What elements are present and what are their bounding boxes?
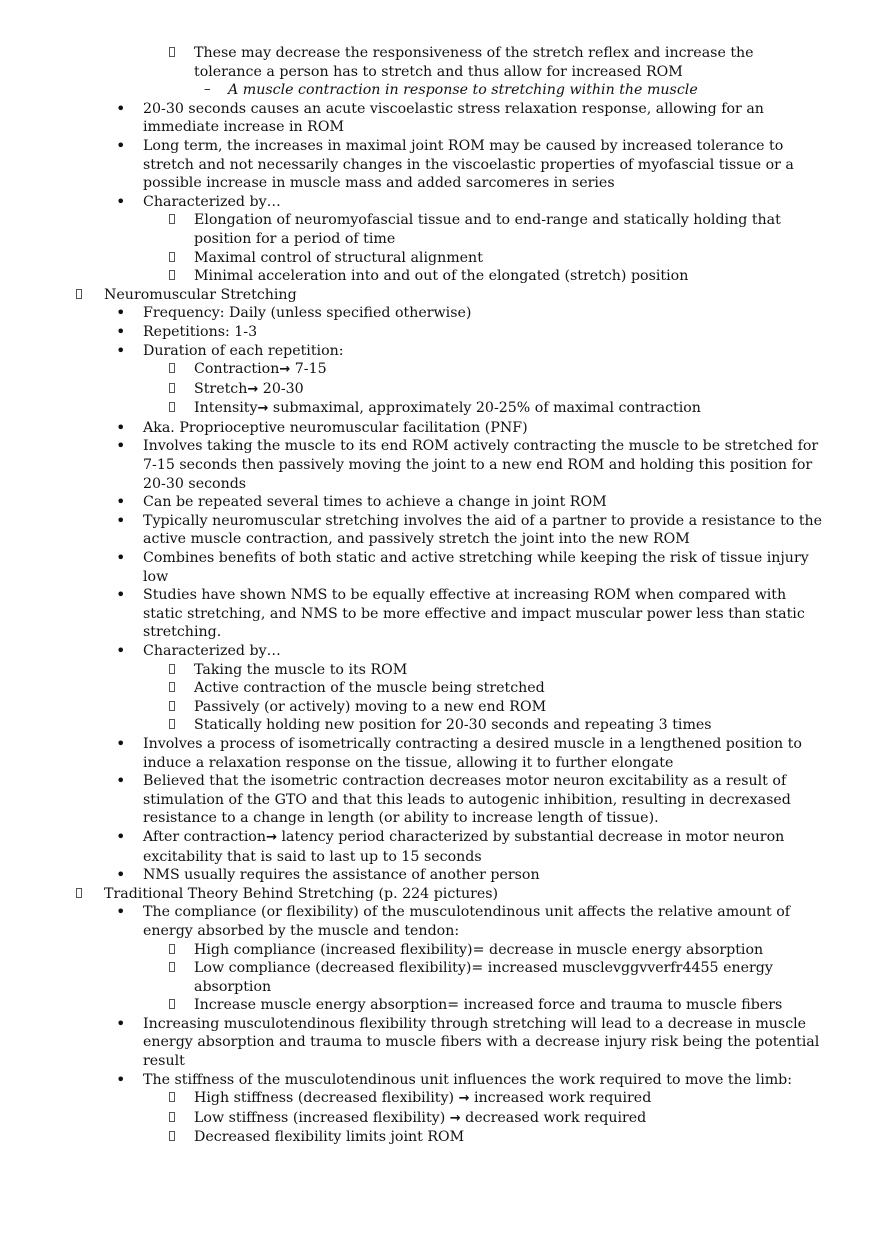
item-text: Can be repeated several times to achieve a change in joint ROM — [143, 494, 607, 511]
item-text: The stiffness of the musculotendinous unit influences the work required to move the limb: — [143, 1071, 793, 1088]
outline-item-text — [194, 1089, 822, 1109]
outline-item-level-1 — [0, 549, 880, 586]
item-text: Traditional Theory Behind Stretching (p. 224 pictures) — [104, 885, 499, 902]
item-text: Intensity — [194, 400, 258, 417]
outline-item-level-1 — [0, 437, 880, 493]
outline-item-level-2 — [0, 679, 880, 698]
item-text: Neuromuscular Stretching — [104, 286, 297, 303]
item-text: Characterized by… — [143, 643, 281, 659]
outline-item-text — [194, 959, 822, 996]
bullet-icon: • — [116, 902, 126, 922]
outline-item-level-2 — [0, 249, 880, 268]
item-text: Increasing musculotendinous flexibility through stretching will lead to a decrease in muscle energy absorption and trauma to muscle fibers with a decrease injury risk being the potential result — [143, 1015, 820, 1070]
bullet-icon: • — [116, 98, 126, 118]
item-text: Active contraction of the muscle being stretched — [194, 680, 545, 697]
bullet-icon: • — [116, 865, 126, 885]
outline-item-level-1 — [0, 903, 880, 940]
bullet-icon: • — [116, 771, 126, 791]
item-text: Combines benefits of both static and active stretching while keeping the risk of tissue injury low — [143, 550, 809, 585]
item-text: The compliance (or flexibility) of the musculotendinous unit affects the relative amount of energy absorbed by the muscle and tendon: — [143, 904, 791, 939]
item-text: Low compliance (decreased flexibility)= increased musclevggvverfr4455 energy absorption — [194, 960, 773, 995]
missing-glyph-icon — [169, 1089, 175, 1108]
outline-item-level-2 — [0, 1089, 880, 1109]
item-text: Characterized by… — [143, 193, 281, 210]
outline-item-text — [228, 81, 822, 100]
bullet-icon: • — [116, 1069, 126, 1089]
arrow-right-icon: → — [247, 381, 259, 397]
item-text-after-arrow: submaximal, approximately 20-25% of maximal contraction — [268, 400, 701, 417]
outline-item-text — [143, 512, 823, 549]
missing-glyph-icon — [169, 380, 175, 399]
bullet-icon: • — [116, 492, 126, 512]
outline-item-level-1 — [0, 1015, 880, 1071]
missing-glyph-icon — [169, 1128, 175, 1147]
document-page — [0, 44, 880, 1147]
item-text: Frequency: Daily (unless specified otherwise) — [143, 305, 472, 322]
outline-item-level-2 — [0, 267, 880, 286]
bullet-icon: • — [116, 417, 126, 437]
outline-item-text — [143, 903, 823, 940]
item-text-after-arrow: increased work required — [469, 1090, 652, 1107]
outline-item-text — [194, 716, 822, 735]
item-text: Elongation of neuromyofascial tissue and to end-range and statically holding that position for a period of time — [194, 212, 781, 247]
item-text-after-arrow: latency period characterized by substantial decrease in motor neuron excitability that is said to last up to 15 seconds — [143, 828, 785, 865]
outline-item-text — [104, 286, 824, 305]
item-text: Taking the muscle to its ROM — [194, 661, 408, 678]
missing-glyph-icon — [169, 698, 175, 717]
item-text: Stretch — [194, 380, 248, 397]
bullet-icon: • — [116, 733, 126, 753]
outline-item-level-0 — [0, 286, 880, 305]
outline-item-level-1 — [0, 419, 880, 438]
item-text: 20-30 seconds causes an acute viscoelastic stress relaxation response, allowing for an immediate increase in ROM — [143, 100, 764, 136]
outline-item-text — [143, 1071, 823, 1090]
missing-glyph-icon — [169, 267, 175, 286]
outline-item-level-1 — [0, 866, 880, 885]
outline-item-text — [194, 698, 822, 717]
item-text: After contraction — [143, 828, 267, 845]
outline-item-level-2 — [0, 941, 880, 960]
item-text-after-arrow: 20-30 — [258, 380, 304, 397]
missing-glyph-icon — [169, 941, 175, 960]
missing-glyph-icon — [169, 679, 175, 698]
outline-item-text — [194, 249, 822, 268]
outline-item-text — [143, 1015, 823, 1071]
arrow-right-icon: → — [458, 1091, 470, 1107]
outline-item-text — [143, 437, 823, 493]
bullet-icon: • — [116, 436, 126, 456]
item-text: Decreased flexibility limits joint ROM — [194, 1129, 465, 1146]
item-text: Increase muscle energy absorption= increased force and trauma to muscle fibers — [194, 997, 783, 1014]
outline-item-level-2 — [0, 698, 880, 717]
outline-item-text — [143, 493, 823, 512]
dash-icon: – — [204, 82, 211, 98]
outline-item-text — [143, 137, 823, 193]
item-text: These may decrease the responsiveness of the stretch reflex and increase the tolerance a person has to stretch and thus allow for increased ROM — [194, 45, 754, 80]
outline-item-text — [194, 1128, 822, 1147]
item-text-after-arrow: 7-15 — [290, 361, 327, 378]
item-text: Believed that the isometric contraction decreases motor neuron excitability as a result of stimulation of the GTO and that this leads to autogenic inhibition, resulting in decrexased resistance to a change in length (or ability to increase length of tissue). — [143, 773, 791, 827]
item-text: Studies have shown NMS to be equally effective at increasing ROM when compared with static stretching, and NMS to be more effective and impact muscular power less than static stretching. — [143, 587, 805, 641]
missing-glyph-icon — [169, 249, 175, 268]
item-text: Typically neuromuscular stretching involves the aid of a partner to provide a resistance to the active muscle contraction, and passively stretch the joint into the new ROM — [143, 512, 823, 548]
outline-item-level-1 — [0, 772, 880, 828]
outline-item-text — [194, 211, 822, 248]
outline-item-level-2 — [0, 996, 880, 1015]
outline-item-text — [143, 323, 823, 342]
outline-item-level-0 — [0, 885, 880, 904]
bullet-icon: • — [116, 135, 126, 155]
outline-item-level-2 — [0, 959, 880, 996]
outline-item-level-1 — [0, 642, 880, 661]
item-text: Long term, the increases in maximal joint ROM may be caused by increased tolerance to stretch and not necessarily changes in the viscoelastic properties of myofascial tissue or a possible increase in muscle mass and added sarcomeres in series — [143, 137, 794, 192]
missing-glyph-icon — [76, 286, 82, 305]
missing-glyph-icon — [169, 716, 175, 735]
item-text: Passively (or actively) moving to a new end ROM — [194, 698, 547, 715]
outline-item-text — [194, 679, 822, 698]
outline-item-level-1 — [0, 342, 880, 361]
outline-item-level-2 — [0, 360, 880, 380]
outline-item-text — [143, 586, 823, 642]
outline-item-text — [143, 828, 823, 866]
outline-item-level-1 — [0, 1071, 880, 1090]
item-text: Duration of each repetition: — [143, 342, 344, 359]
item-text: Aka. Proprioceptive neuromuscular facilitation (PNF) — [143, 419, 528, 436]
bullet-icon: • — [116, 548, 126, 568]
bullet-icon: • — [116, 303, 126, 323]
outline-item-text — [143, 304, 823, 323]
arrow-right-icon: → — [257, 401, 269, 417]
outline-item-level-1 — [0, 304, 880, 323]
item-text: Maximal control of structural alignment — [194, 249, 483, 266]
missing-glyph-icon — [169, 360, 175, 379]
outline-item-level-1 — [0, 137, 880, 193]
outline-item-text — [143, 342, 823, 361]
missing-glyph-icon — [169, 661, 175, 680]
outline-item-text — [194, 661, 822, 680]
outline-item-level-2 — [0, 661, 880, 680]
outline-item-level-1 — [0, 828, 880, 866]
outline-item-level-2 — [0, 211, 880, 248]
outline-item-level-1 — [0, 193, 880, 212]
item-text: Repetitions: 1-3 — [143, 323, 258, 340]
missing-glyph-icon — [169, 959, 175, 978]
outline-item-text — [194, 941, 822, 960]
bullet-icon: • — [116, 340, 126, 360]
bullet-icon: • — [116, 826, 126, 846]
outline-item-text — [194, 399, 822, 419]
arrow-right-icon: → — [279, 362, 291, 378]
outline-item-text — [194, 996, 822, 1015]
item-text: High compliance (increased flexibility)= decrease in muscle energy absorption — [194, 941, 764, 958]
outline-item-level-1 — [0, 735, 880, 772]
outline-item-level-1 — [0, 493, 880, 512]
item-text: A muscle contraction in response to stretching within the muscle — [228, 82, 698, 99]
item-text: Involves a process of isometrically contracting a desired muscle in a lengthened position to induce a relaxation response on the tissue, allowing it to further elongate — [143, 735, 802, 771]
outline-item-level-2 — [0, 44, 880, 81]
outline-item-text — [194, 380, 822, 400]
bullet-icon: • — [116, 321, 126, 341]
missing-glyph-icon — [169, 399, 175, 418]
outline-item-text — [143, 772, 823, 828]
item-text: High stiffness (decreased flexibility) — [194, 1090, 459, 1107]
outline-item-text — [194, 44, 822, 81]
outline-item-text — [143, 419, 823, 438]
outline-item-level-2 — [0, 716, 880, 735]
missing-glyph-icon — [76, 885, 82, 904]
item-text: NMS usually requires the assistance of another person — [143, 867, 540, 884]
outline-item-level-2 — [0, 380, 880, 400]
missing-glyph-icon — [169, 211, 175, 230]
outline-item-level-1 — [0, 586, 880, 642]
bullet-icon: • — [116, 510, 126, 530]
bullet-icon: • — [116, 641, 126, 660]
arrow-right-icon: → — [449, 1110, 461, 1126]
missing-glyph-icon — [169, 1109, 175, 1128]
bullet-icon: • — [116, 585, 126, 605]
outline-item-text — [104, 885, 824, 904]
missing-glyph-icon — [169, 996, 175, 1015]
outline-item-text — [194, 1109, 822, 1129]
outline-item-text — [143, 735, 823, 772]
item-text: Involves taking the muscle to its end ROM actively contracting the muscle to be stretched for 7-15 seconds then passively moving the joint to a new end ROM and holding this position for 20-30 seconds — [143, 438, 819, 492]
bullet-icon: • — [116, 191, 126, 211]
outline-item-text — [143, 549, 823, 586]
item-text-after-arrow: decreased work required — [460, 1109, 647, 1126]
outline-item-level-3 — [0, 81, 880, 100]
outline-item-level-1 — [0, 100, 880, 137]
missing-glyph-icon — [169, 44, 175, 63]
outline-item-text — [143, 193, 823, 212]
outline-item-level-1 — [0, 323, 880, 342]
arrow-right-icon: → — [266, 829, 277, 845]
outline-item-text — [194, 267, 822, 286]
outline-item-level-2 — [0, 1109, 880, 1129]
item-text: Contraction — [194, 361, 280, 378]
item-text: Minimal acceleration into and out of the elongated (stretch) position — [194, 268, 689, 285]
outline-item-text — [143, 866, 823, 885]
outline-item-level-2 — [0, 399, 880, 419]
outline-item-level-1 — [0, 512, 880, 549]
outline-item-text — [194, 360, 822, 380]
bullet-icon: • — [116, 1013, 126, 1033]
item-text: Low stiffness (increased flexibility) — [194, 1109, 450, 1126]
item-text: Statically holding new position for 20-30 seconds and repeating 3 times — [194, 717, 712, 734]
outline-item-text — [143, 100, 823, 137]
outline-item-level-2 — [0, 1128, 880, 1147]
outline-item-text — [143, 642, 823, 661]
